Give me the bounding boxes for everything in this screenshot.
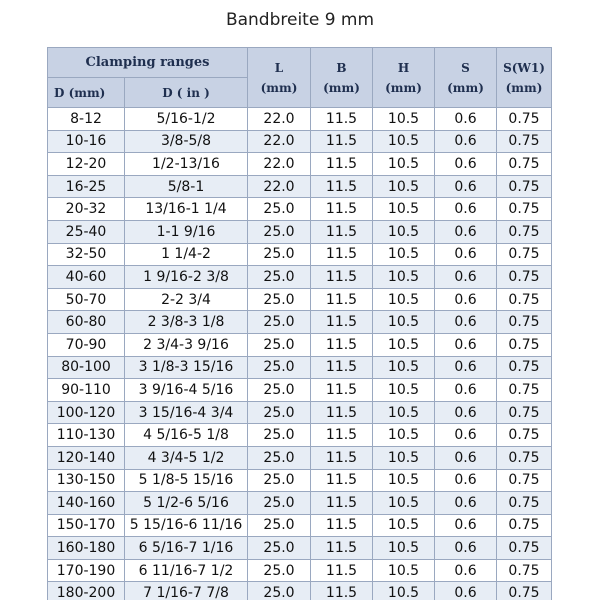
cell-b: 11.5 — [311, 582, 373, 600]
cell-sw: 0.75 — [497, 198, 552, 221]
cell-s: 0.6 — [435, 266, 497, 289]
cell-l: 25.0 — [248, 198, 311, 221]
cell-d-mm: 130-150 — [48, 469, 125, 492]
cell-d-in: 3/8-5/8 — [125, 130, 248, 153]
cell-d-in: 3 15/16-4 3/4 — [125, 401, 248, 424]
cell-l: 25.0 — [248, 379, 311, 402]
cell-h: 10.5 — [373, 424, 435, 447]
table-header — [48, 48, 552, 108]
cell-h: 10.5 — [373, 198, 435, 221]
cell-b: 11.5 — [311, 537, 373, 560]
cell-b: 11.5 — [311, 379, 373, 402]
cell-d-mm: 120-140 — [48, 446, 125, 469]
cell-s: 0.6 — [435, 379, 497, 402]
cell-l: 22.0 — [248, 108, 311, 131]
cell-b: 11.5 — [311, 220, 373, 243]
cell-l: 25.0 — [248, 492, 311, 515]
table-row — [48, 243, 552, 266]
cell-s: 0.6 — [435, 559, 497, 582]
cell-b: 11.5 — [311, 198, 373, 221]
cell-h: 10.5 — [373, 446, 435, 469]
cell-s: 0.6 — [435, 198, 497, 221]
table-row — [48, 514, 552, 537]
cell-d-in: 5/8-1 — [125, 175, 248, 198]
cell-s: 0.6 — [435, 243, 497, 266]
cell-s: 0.6 — [435, 311, 497, 334]
cell-d-mm: 100-120 — [48, 401, 125, 424]
cell-b: 11.5 — [311, 175, 373, 198]
cell-h: 10.5 — [373, 288, 435, 311]
cell-sw: 0.75 — [497, 130, 552, 153]
table-row — [48, 401, 552, 424]
cell-l: 25.0 — [248, 469, 311, 492]
cell-sw: 0.75 — [497, 356, 552, 379]
cell-h: 10.5 — [373, 582, 435, 600]
cell-d-in: 5 1/8-5 15/16 — [125, 469, 248, 492]
cell-sw: 0.75 — [497, 153, 552, 176]
cell-l: 22.0 — [248, 153, 311, 176]
cell-d-in: 5 1/2-6 5/16 — [125, 492, 248, 515]
header-h-unit: (mm) — [385, 80, 422, 95]
cell-d-mm: 20-32 — [48, 198, 125, 221]
cell-d-mm: 32-50 — [48, 243, 125, 266]
cell-d-mm: 170-190 — [48, 559, 125, 582]
cell-l: 25.0 — [248, 288, 311, 311]
table-row — [48, 175, 552, 198]
cell-l: 25.0 — [248, 243, 311, 266]
cell-d-in: 2 3/8-3 1/8 — [125, 311, 248, 334]
cell-sw: 0.75 — [497, 108, 552, 131]
cell-b: 11.5 — [311, 311, 373, 334]
table-row — [48, 446, 552, 469]
table-row — [48, 198, 552, 221]
cell-d-in: 6 5/16-7 1/16 — [125, 537, 248, 560]
cell-sw: 0.75 — [497, 266, 552, 289]
cell-h: 10.5 — [373, 220, 435, 243]
cell-d-in: 2-2 3/4 — [125, 288, 248, 311]
cell-d-in: 5/16-1/2 — [125, 108, 248, 131]
cell-h: 10.5 — [373, 153, 435, 176]
cell-d-mm: 150-170 — [48, 514, 125, 537]
cell-h: 10.5 — [373, 130, 435, 153]
cell-h: 10.5 — [373, 492, 435, 515]
cell-d-mm: 160-180 — [48, 537, 125, 560]
cell-s: 0.6 — [435, 514, 497, 537]
cell-h: 10.5 — [373, 311, 435, 334]
cell-sw: 0.75 — [497, 424, 552, 447]
cell-b: 11.5 — [311, 333, 373, 356]
cell-d-mm: 60-80 — [48, 311, 125, 334]
cell-l: 22.0 — [248, 130, 311, 153]
table-row — [48, 582, 552, 600]
cell-d-mm: 70-90 — [48, 333, 125, 356]
cell-d-mm: 8-12 — [48, 108, 125, 131]
header-l — [248, 48, 311, 108]
cell-d-mm: 90-110 — [48, 379, 125, 402]
cell-sw: 0.75 — [497, 175, 552, 198]
cell-s: 0.6 — [435, 333, 497, 356]
header-l-label: L — [274, 60, 284, 75]
cell-s: 0.6 — [435, 108, 497, 131]
table-row — [48, 356, 552, 379]
cell-sw: 0.75 — [497, 401, 552, 424]
header-sw-label: S(W1) — [503, 60, 545, 75]
cell-h: 10.5 — [373, 243, 435, 266]
cell-sw: 0.75 — [497, 288, 552, 311]
header-clamping-ranges: Clamping ranges — [48, 48, 248, 78]
cell-sw: 0.75 — [497, 311, 552, 334]
cell-s: 0.6 — [435, 175, 497, 198]
cell-d-in: 1 1/4-2 — [125, 243, 248, 266]
cell-h: 10.5 — [373, 175, 435, 198]
cell-sw: 0.75 — [497, 559, 552, 582]
clamping-ranges-table — [47, 47, 552, 600]
header-s-label: S — [461, 60, 470, 75]
cell-d-mm: 40-60 — [48, 266, 125, 289]
cell-d-in: 7 1/16-7 7/8 — [125, 582, 248, 600]
cell-s: 0.6 — [435, 153, 497, 176]
cell-h: 10.5 — [373, 559, 435, 582]
cell-b: 11.5 — [311, 356, 373, 379]
cell-d-in: 3 1/8-3 15/16 — [125, 356, 248, 379]
cell-h: 10.5 — [373, 356, 435, 379]
cell-l: 25.0 — [248, 424, 311, 447]
cell-l: 25.0 — [248, 266, 311, 289]
cell-b: 11.5 — [311, 514, 373, 537]
cell-s: 0.6 — [435, 469, 497, 492]
table-row — [48, 424, 552, 447]
cell-s: 0.6 — [435, 446, 497, 469]
cell-s: 0.6 — [435, 537, 497, 560]
table-row — [48, 108, 552, 131]
cell-b: 11.5 — [311, 108, 373, 131]
header-b — [311, 48, 373, 108]
cell-d-in: 6 11/16-7 1/2 — [125, 559, 248, 582]
cell-sw: 0.75 — [497, 446, 552, 469]
cell-d-mm: 10-16 — [48, 130, 125, 153]
cell-l: 25.0 — [248, 446, 311, 469]
cell-h: 10.5 — [373, 401, 435, 424]
cell-d-mm: 110-130 — [48, 424, 125, 447]
cell-sw: 0.75 — [497, 469, 552, 492]
cell-sw: 0.75 — [497, 379, 552, 402]
cell-l: 25.0 — [248, 333, 311, 356]
cell-d-in: 3 9/16-4 5/16 — [125, 379, 248, 402]
cell-l: 25.0 — [248, 537, 311, 560]
cell-l: 25.0 — [248, 401, 311, 424]
header-d-mm: D (mm) — [48, 78, 125, 108]
cell-d-in: 5 15/16-6 11/16 — [125, 514, 248, 537]
header-sw — [497, 48, 552, 108]
cell-l: 25.0 — [248, 514, 311, 537]
cell-b: 11.5 — [311, 469, 373, 492]
header-l-unit: (mm) — [260, 80, 298, 95]
cell-b: 11.5 — [311, 130, 373, 153]
header-s — [435, 48, 497, 108]
cell-l: 25.0 — [248, 311, 311, 334]
cell-d-in: 1 9/16-2 3/8 — [125, 266, 248, 289]
cell-d-in: 1/2-13/16 — [125, 153, 248, 176]
cell-d-mm: 25-40 — [48, 220, 125, 243]
table-row — [48, 537, 552, 560]
cell-l: 25.0 — [248, 220, 311, 243]
header-h-label: H — [397, 60, 410, 75]
cell-s: 0.6 — [435, 220, 497, 243]
cell-l: 22.0 — [248, 175, 311, 198]
cell-h: 10.5 — [373, 333, 435, 356]
cell-sw: 0.75 — [497, 514, 552, 537]
cell-h: 10.5 — [373, 379, 435, 402]
cell-b: 11.5 — [311, 559, 373, 582]
cell-d-in: 2 3/4-3 9/16 — [125, 333, 248, 356]
header-h — [373, 48, 435, 108]
cell-d-mm: 50-70 — [48, 288, 125, 311]
cell-s: 0.6 — [435, 130, 497, 153]
cell-h: 10.5 — [373, 108, 435, 131]
cell-b: 11.5 — [311, 446, 373, 469]
cell-s: 0.6 — [435, 356, 497, 379]
table-row — [48, 492, 552, 515]
cell-sw: 0.75 — [497, 582, 552, 600]
header-d-in: D ( in ) — [125, 78, 248, 108]
table-row — [48, 153, 552, 176]
cell-l: 25.0 — [248, 559, 311, 582]
cell-d-in: 4 5/16-5 1/8 — [125, 424, 248, 447]
cell-s: 0.6 — [435, 401, 497, 424]
table-row — [48, 311, 552, 334]
cell-d-in: 1-1 9/16 — [125, 220, 248, 243]
cell-d-mm: 180-200 — [48, 582, 125, 600]
cell-l: 25.0 — [248, 582, 311, 600]
cell-b: 11.5 — [311, 153, 373, 176]
table-row — [48, 559, 552, 582]
cell-d-mm: 140-160 — [48, 492, 125, 515]
table-row — [48, 288, 552, 311]
table-row — [48, 469, 552, 492]
cell-s: 0.6 — [435, 288, 497, 311]
header-s-unit: (mm) — [447, 80, 484, 95]
table-row — [48, 220, 552, 243]
cell-h: 10.5 — [373, 537, 435, 560]
cell-b: 11.5 — [311, 266, 373, 289]
cell-b: 11.5 — [311, 401, 373, 424]
page-title: Bandbreite 9 mm — [225, 10, 375, 30]
cell-sw: 0.75 — [497, 537, 552, 560]
cell-sw: 0.75 — [497, 492, 552, 515]
table-row — [48, 266, 552, 289]
header-b-label: B — [336, 60, 347, 75]
cell-sw: 0.75 — [497, 333, 552, 356]
cell-b: 11.5 — [311, 492, 373, 515]
cell-d-in: 13/16-1 1/4 — [125, 198, 248, 221]
cell-b: 11.5 — [311, 288, 373, 311]
table-row — [48, 333, 552, 356]
table-body — [48, 108, 552, 600]
cell-s: 0.6 — [435, 492, 497, 515]
cell-sw: 0.75 — [497, 220, 552, 243]
cell-s: 0.6 — [435, 424, 497, 447]
cell-d-in: 4 3/4-5 1/2 — [125, 446, 248, 469]
table-row — [48, 130, 552, 153]
header-sw-unit: (mm) — [505, 80, 543, 95]
cell-d-mm: 80-100 — [48, 356, 125, 379]
header-row-top — [48, 48, 552, 78]
table-row — [48, 379, 552, 402]
cell-sw: 0.75 — [497, 243, 552, 266]
cell-d-mm: 12-20 — [48, 153, 125, 176]
header-b-unit: (mm) — [323, 80, 360, 95]
cell-l: 25.0 — [248, 356, 311, 379]
cell-b: 11.5 — [311, 243, 373, 266]
cell-h: 10.5 — [373, 469, 435, 492]
cell-b: 11.5 — [311, 424, 373, 447]
cell-h: 10.5 — [373, 266, 435, 289]
cell-h: 10.5 — [373, 514, 435, 537]
cell-d-mm: 16-25 — [48, 175, 125, 198]
cell-s: 0.6 — [435, 582, 497, 600]
